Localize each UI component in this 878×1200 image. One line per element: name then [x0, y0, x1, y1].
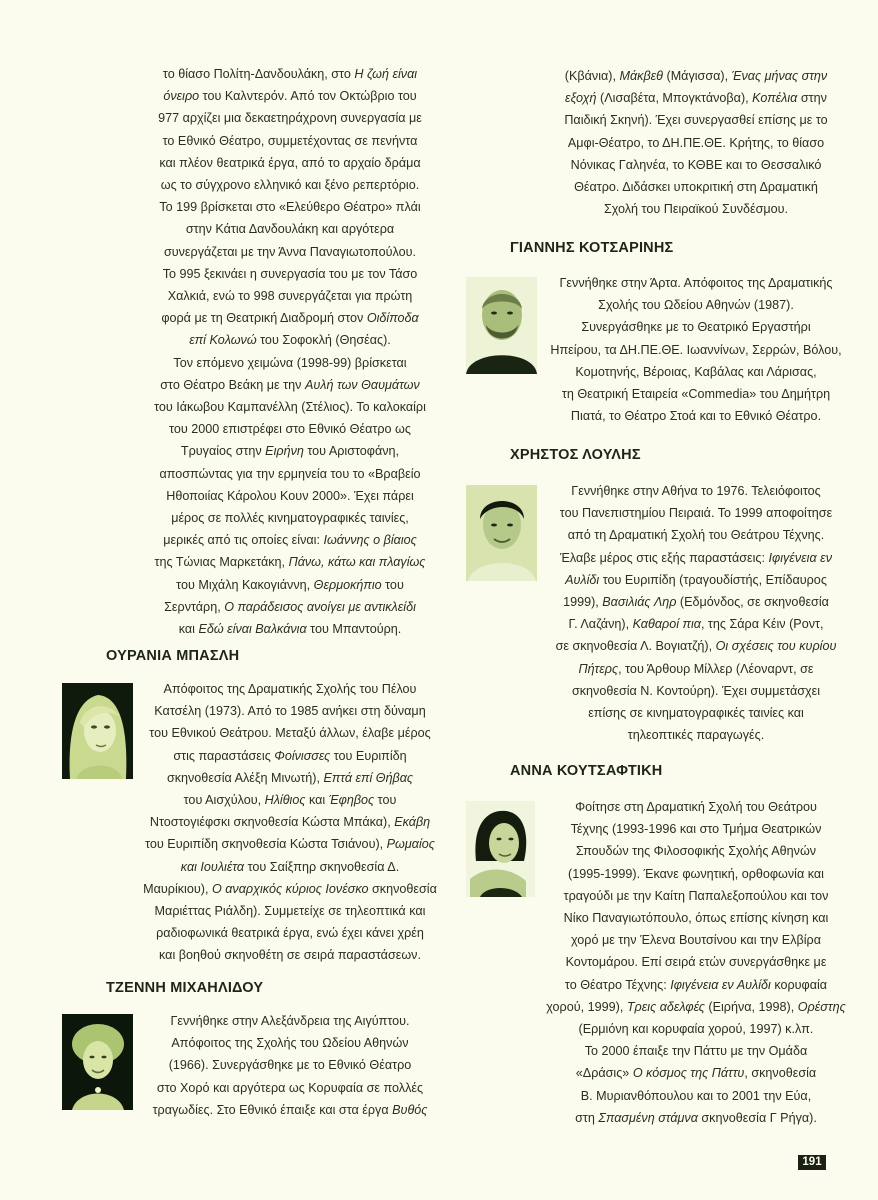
text-line	[546, 840, 846, 862]
text-run: του Ευριπίδη σκηνοθεσία Κώστα Τσιάνου),	[145, 837, 387, 852]
text-line	[546, 547, 846, 569]
text-run: Τρυγαίος στην	[180, 444, 266, 459]
text-run: σκηνοθεσία	[368, 881, 437, 896]
text-line	[546, 132, 846, 154]
text-run: Γεννήθηκε στην Αθήνα το 1976. Τελειόφοιτος	[571, 484, 821, 498]
text-run: σκηνοθεσία Γ Ρήγα).	[697, 1110, 817, 1125]
text-run: κορυφαία	[770, 977, 828, 992]
text-line	[546, 907, 846, 929]
text-run: το Θέατρο Τέχνης:	[564, 977, 671, 992]
portrait-woman-hand-icon	[466, 801, 535, 897]
text-line	[140, 529, 440, 551]
text-run: φορά με τη Θεατρική Διαδρομή στον	[161, 311, 367, 326]
text-run: σε σκηνοθεσία Λ. Βογιατζή),	[555, 639, 716, 654]
text-line	[140, 329, 440, 351]
photo-giannis	[466, 277, 537, 374]
text-line	[546, 702, 846, 724]
text-line	[140, 63, 440, 85]
bio-continuation-right	[546, 65, 846, 220]
work-title: Ειρήνη	[265, 444, 304, 459]
text-line	[546, 951, 846, 973]
text-run: του Αριστοφάνη,	[303, 444, 400, 459]
text-run: και πλέον θεατρικά έργα, από το αρχαίο δράμα	[159, 155, 421, 170]
work-title: Επτά επί Θήβας	[323, 770, 414, 785]
heading-ourania: ΟΥΡΑΝΙΑ ΜΠΑΣΛΗ	[106, 648, 240, 664]
text-line	[546, 680, 846, 702]
work-title: Αυλίδι	[565, 572, 600, 587]
work-title: Πάνω, κάτω και πλαγίως	[288, 555, 426, 570]
text-line	[140, 285, 440, 307]
text-line	[140, 130, 440, 152]
text-line	[140, 352, 440, 374]
text-run: της Τώνιας Μαρκετάκη,	[154, 555, 289, 570]
work-title: Ο κόσμος της Πάττυ	[632, 1066, 745, 1081]
text-run: Μαριέττας Ριάλδη). Συμμετείχε σε τηλεοπτικά και	[154, 904, 426, 919]
text-line	[140, 745, 440, 767]
bio-giannis	[546, 272, 846, 427]
text-run: Κομοτηνής, Βέροιας, Καβάλας και Λάρισας,	[575, 364, 817, 379]
text-line	[546, 724, 846, 746]
text-line	[140, 878, 440, 900]
text-run: επίσης σε κινηματογραφικές ταινίες και	[588, 706, 804, 721]
text-run: Συνεργάσθηκε με το Θεατρικό Εργαστήρι	[581, 320, 811, 335]
work-title: Σπασμένη στάμνα	[598, 1110, 698, 1125]
work-title: Ένας μήνας στην	[731, 69, 828, 83]
text-run: και	[305, 793, 329, 808]
text-run: (Ειρήνα, 1998),	[704, 999, 798, 1014]
text-line	[140, 1077, 440, 1099]
bio-christos	[546, 480, 846, 746]
text-line	[140, 722, 440, 744]
work-title: Ηλίθιος	[264, 793, 306, 808]
text-run: Τον επόμενο χειμώνα (1998-99) βρίσκεται	[173, 355, 407, 370]
text-line	[546, 272, 846, 294]
work-title: και Ιουλιέτα	[180, 859, 245, 874]
text-run: 1999),	[563, 595, 603, 610]
text-line	[546, 1018, 846, 1040]
text-line	[546, 316, 846, 338]
text-run: Νίκο Παναγιωτόπουλο, όπως επίσης κίνηση και	[563, 911, 829, 926]
text-run: Απόφοιτος της Δραματικής Σχολής του Πέλου	[163, 682, 417, 696]
text-run: χορό με την Έλενα Βουτσίνου και την Ελβίρα	[571, 933, 821, 948]
text-run: Το 995 ξεκινάει η συνεργασία του με τον Τάσο	[162, 266, 418, 281]
photo-christos	[466, 485, 537, 581]
work-title: εξοχή	[565, 91, 597, 106]
text-line	[140, 618, 440, 640]
heading-tzenni: ΤΖΕΝΝΗ ΜΙΧΑΗΛΙΔΟΥ	[106, 980, 264, 996]
text-line	[140, 307, 440, 329]
work-title: επί Κολωνώ	[189, 333, 257, 348]
bio-anna	[546, 796, 846, 1129]
text-run: και	[178, 622, 199, 637]
text-run: Το 199 βρίσκεται στο «Ελεύθερο Θέατρο» πλάι	[159, 200, 421, 215]
text-run: του Πανεπιστημίου Πειραιά. Το 1999 αποφοίτησε	[559, 506, 833, 521]
text-run: στη	[575, 1110, 599, 1125]
text-run: Φοίτησε στη Δραματική Σχολή του Θεάτρου	[575, 800, 817, 814]
text-line	[140, 856, 440, 878]
text-line	[546, 613, 846, 635]
text-run: (1966). Συνεργάσθηκε με το Εθνικό Θέατρο	[168, 1058, 412, 1073]
text-line	[546, 361, 846, 383]
text-line	[140, 922, 440, 944]
text-run: τη Θεατρική Εταιρεία «Commedia» του Δημήτρη	[561, 387, 831, 402]
text-run: Απόφοιτος της Σχολής του Ωδείου Αθηνών	[171, 1036, 409, 1051]
portrait-man-bald-icon	[466, 277, 537, 374]
text-line	[140, 833, 440, 855]
text-line	[546, 198, 846, 220]
text-line	[546, 996, 846, 1018]
text-run: Αμφι-Θέατρο, το ΔΗ.ΠΕ.ΘΕ. Κρήτης, το θίασο	[567, 135, 825, 150]
work-title: Κοπέλια	[752, 91, 798, 106]
heading-giannis: ΓΙΑΝΝΗΣ ΚΟΤΣΑΡΙΝΗΣ	[510, 240, 674, 256]
work-title: Έφηβος	[328, 793, 375, 808]
text-line	[140, 900, 440, 922]
text-line	[140, 811, 440, 833]
text-run: Χαλκιά, ενώ το 998 συνεργάζεται για πρώτη	[167, 289, 413, 304]
text-line	[140, 218, 440, 240]
text-run: ως το σύγχρονο ελληνικό και ξένο ρεπερτόριο.	[160, 178, 420, 193]
text-line	[140, 196, 440, 218]
text-run: (1995-1999). Έκανε φωνητική, ορθοφωνία και	[568, 866, 824, 881]
text-line	[140, 1099, 440, 1121]
text-line	[140, 1010, 440, 1032]
text-run: μέρος σε πολλές κινηματογραφικές ταινίες,	[171, 511, 409, 526]
text-run: του	[381, 577, 404, 592]
text-run: Ηθοποιίας Κάρολου Κουν 2000». Έχει πάρει	[166, 488, 414, 503]
text-line	[546, 502, 846, 524]
text-run: τηλεοπτικές παραγωγές.	[627, 728, 765, 743]
text-line	[546, 524, 846, 546]
text-run: Ντοστογιέφσκι σκηνοθεσία Κώστα Μπάκα),	[149, 815, 395, 830]
text-run: (Μάγισσα),	[663, 69, 732, 83]
text-run: , του Άρθουρ Μίλλερ (Λέοναρντ, σε	[618, 661, 814, 676]
text-line	[546, 87, 846, 109]
portrait-woman-blonde-icon	[62, 683, 133, 779]
text-line	[546, 1062, 846, 1084]
text-run: του Ευριπίδη	[330, 748, 407, 763]
text-line	[140, 241, 440, 263]
text-run: Σερντάρη,	[164, 599, 225, 614]
text-run: το θίασο Πολίτη-Δανδουλάκη, στο	[162, 67, 355, 81]
text-line	[140, 463, 440, 485]
text-line	[140, 507, 440, 529]
text-line	[546, 591, 846, 613]
text-run: του	[374, 793, 397, 808]
text-line	[140, 1054, 440, 1076]
text-run: (Εδμόνδος, σε σκηνοθεσία	[676, 595, 829, 610]
text-line	[546, 154, 846, 176]
work-title: Μάκβεθ	[619, 69, 663, 83]
text-run: σκηνοθεσία Ν. Κοντούρη). Έχει συμμετάσχει	[571, 683, 821, 698]
text-run: του Αισχύλου,	[183, 793, 265, 808]
text-run: Μαυρίκιου),	[143, 881, 212, 896]
heading-christos: ΧΡΗΣΤΟΣ ΛΟΥΛΗΣ	[510, 447, 641, 463]
text-run: (Κβάνια),	[564, 69, 620, 83]
text-run: στο Θέατρο Βεάκη με την	[160, 377, 305, 392]
text-run: σκηνοθεσία Αλέξη Μινωτή),	[166, 770, 324, 785]
text-line	[546, 885, 846, 907]
text-line	[140, 152, 440, 174]
text-run: αποσπώντας για την ερμηνεία του το «Βραβείο	[159, 466, 421, 481]
work-title: Εδώ είναι Βαλκάνια	[198, 622, 307, 637]
text-line	[140, 678, 440, 700]
portrait-man-young-icon	[466, 485, 537, 581]
text-line	[140, 700, 440, 722]
text-line	[546, 176, 846, 198]
text-run: «Δράσις»	[575, 1066, 633, 1081]
work-title: Ρωμαίος	[386, 837, 435, 852]
text-line	[546, 480, 846, 502]
text-line	[140, 85, 440, 107]
text-run: Γεννήθηκε στην Αλεξάνδρεια της Αιγύπτου.	[170, 1014, 410, 1028]
text-run: , σκηνοθεσία	[744, 1066, 817, 1081]
text-run: Έλαβε μέρος στις εξής παραστάσεις:	[559, 550, 769, 565]
text-line	[140, 485, 440, 507]
text-line	[546, 818, 846, 840]
work-title: Ιφιγένεια εν	[768, 550, 832, 565]
text-line	[546, 294, 846, 316]
text-line	[546, 1085, 846, 1107]
work-title: Θερμοκήπιο	[313, 577, 382, 592]
text-line	[546, 65, 846, 87]
text-run: το Εθνικό Θέατρο, συμμετέχοντας σε πενήντα	[162, 133, 418, 148]
text-run: Σχολής του Ωδείου Αθηνών (1987).	[598, 298, 794, 313]
text-run: τραγούδι με την Καίτη Παπαλεξοπούλου και τον	[563, 888, 829, 903]
text-line	[140, 551, 440, 573]
text-line	[140, 944, 440, 966]
work-title: Εκάβη	[394, 815, 431, 830]
text-run: χορού, 1999),	[546, 999, 627, 1014]
text-line	[140, 1032, 440, 1054]
text-run: του Καλντερόν. Από τον Οκτώβριο του	[199, 89, 417, 104]
text-run: Γεννήθηκε στην Άρτα. Απόφοιτος της Δραματικής	[559, 276, 833, 290]
work-title: Η ζωή είναι	[354, 67, 418, 81]
work-title: Πήτερς	[578, 661, 619, 676]
text-line	[546, 1040, 846, 1062]
work-title: Βυθός	[392, 1102, 428, 1117]
text-run: μερικές από τις οποίες είναι:	[163, 533, 324, 548]
text-run: (Λισαβέτα, Μπογκτάνοβα),	[596, 91, 753, 106]
text-line	[546, 569, 846, 591]
bio-tzenni	[140, 1010, 440, 1121]
text-line	[140, 789, 440, 811]
heading-anna: ΑΝΝΑ ΚΟΥΤΣΑΦΤΙΚΗ	[510, 763, 663, 779]
text-run: του Σοφοκλή (Θησέας).	[256, 333, 391, 348]
text-line	[140, 596, 440, 618]
work-title: Τρεις αδελφές	[626, 999, 705, 1014]
text-line	[546, 929, 846, 951]
text-line	[140, 374, 440, 396]
text-run: Παιδική Σκηνή). Έχει συνεργασθεί επίσης με το	[564, 113, 828, 128]
work-title: Ο αναρχικός κύριος Ιονέσκο	[211, 881, 369, 896]
text-run: Σπουδών της Φιλοσοφικής Σχολής Αθηνών	[575, 844, 817, 859]
text-run: Πιατά, το Θέατρο Στοά και το Εθνικό Θέατρο.	[570, 409, 822, 424]
text-run: , της Σάρα Κέιν (Ροντ,	[700, 617, 824, 632]
text-line	[546, 383, 846, 405]
work-title: Φοίνισσες	[274, 748, 331, 763]
text-run: (Ερμιόνη και κορυφαία χορού, 1997) κ.λπ.	[578, 1022, 814, 1037]
work-title: Ιωάννης ο βίαιος	[323, 533, 417, 548]
work-title: Ο παράδεισος ανοίγει με αντικλείδι	[224, 599, 416, 614]
text-run: του Σαίξπηρ σκηνοθεσία Δ.	[244, 859, 400, 874]
text-line	[546, 658, 846, 680]
text-run: Γ. Λαζάνη),	[568, 617, 633, 632]
text-run: Τέχνης (1993-1996 και στο Τμήμα Θεατρικών	[570, 822, 822, 837]
text-line	[140, 440, 440, 462]
work-title: Οιδίποδα	[366, 311, 419, 326]
bio-continuation-left	[140, 63, 440, 640]
text-run: στην Κάτια Δανδουλάκη και αργότερα	[185, 222, 395, 237]
photo-tzenni	[62, 1014, 133, 1110]
text-run: του Ευριπίδη (τραγουδίστής, Επίδαυρος	[599, 572, 827, 587]
text-run: Νόνικας Γαληνέα, το ΚΘΒΕ και το Θεσσαλικό	[570, 157, 822, 172]
text-line	[140, 574, 440, 596]
portrait-woman-curly-icon	[62, 1014, 133, 1110]
page-number: 191	[798, 1155, 826, 1170]
text-run: Β. Μυριανθόπουλου και το 2001 την Εύα,	[580, 1088, 812, 1103]
text-line	[140, 767, 440, 789]
work-title: Οι σχέσεις του κυρίου	[715, 639, 837, 654]
text-line	[546, 635, 846, 657]
text-run: Ηπείρου, τα ΔΗ.ΠΕ.ΘΕ. Ιωαννίνων, Σερρών, Βόλου,	[550, 342, 842, 357]
work-title: όνειρο	[163, 89, 200, 104]
text-line	[546, 974, 846, 996]
text-run: συνεργάζεται με την Άννα Παναγιωτοπούλου.	[163, 244, 417, 259]
bio-ourania	[140, 678, 440, 967]
text-line	[546, 339, 846, 361]
text-line	[546, 109, 846, 131]
text-run: του Ιάκωβου Καμπανέλλη (Στέλιος). Το καλοκαίρι	[154, 400, 426, 415]
text-run: στην	[797, 91, 827, 106]
text-run: στο Χορό και αργότερα ως Κορυφαία σε πολλές	[156, 1080, 424, 1095]
text-run: Κοντομάρου. Επί σειρά ετών συνεργάσθηκε με	[565, 955, 827, 970]
work-title: Ιφιγένεια εν Αυλίδι	[670, 977, 771, 992]
text-run: του Μιχάλη Κακογιάννη,	[176, 577, 314, 592]
text-run: Θέατρο. Διδάσκει υποκριτική στη Δραματική	[574, 180, 818, 195]
text-run: 977 αρχίζει μια δεκαετηράχρονη συνεργασία με	[158, 111, 422, 126]
text-run: και βοηθού σκηνοθέτη σε σειρά παραστάσεων.	[159, 948, 421, 963]
text-line	[546, 405, 846, 427]
photo-anna	[466, 801, 535, 897]
text-line	[140, 396, 440, 418]
text-line	[546, 1107, 846, 1129]
work-title: Αυλή των Θαυμάτων	[304, 377, 420, 392]
text-line	[546, 863, 846, 885]
text-run: ραδιοφωνικά θεατρικά έργα, ενώ έχει κάνει χρέη	[156, 926, 424, 941]
text-run: του 2000 επιστρέφει στο Εθνικό Θέατρο ως	[169, 422, 411, 437]
text-line	[140, 107, 440, 129]
text-line	[546, 796, 846, 818]
text-run: Κατσέλη (1973). Από το 1985 ανήκει στη δύναμη	[154, 704, 426, 719]
text-line	[140, 174, 440, 196]
work-title: Καθαροί πια	[632, 617, 701, 632]
text-run: του Εθνικού Θεάτρου. Μεταξύ άλλων, έλαβε μέρος	[149, 726, 431, 741]
work-title: Βασιλιάς Ληρ	[602, 595, 677, 610]
photo-ourania	[62, 683, 133, 779]
text-line	[140, 263, 440, 285]
text-run: Σχολή του Πειραϊκού Συνδέσμου.	[603, 202, 789, 217]
text-line	[140, 418, 440, 440]
text-run: στις παραστάσεις	[173, 748, 275, 763]
text-run: Το 2000 έπαιξε την Πάττυ με την Ομάδα	[584, 1044, 808, 1059]
text-run: τραγωδίες. Στο Εθνικό έπαιξε και στα έργα	[152, 1102, 393, 1117]
text-run: από τη Δραματική Σχολή του Θεάτρου Τέχνης.	[567, 528, 825, 543]
work-title: Ορέστης	[797, 999, 846, 1014]
text-run: του Μπαντούρη.	[306, 622, 402, 637]
